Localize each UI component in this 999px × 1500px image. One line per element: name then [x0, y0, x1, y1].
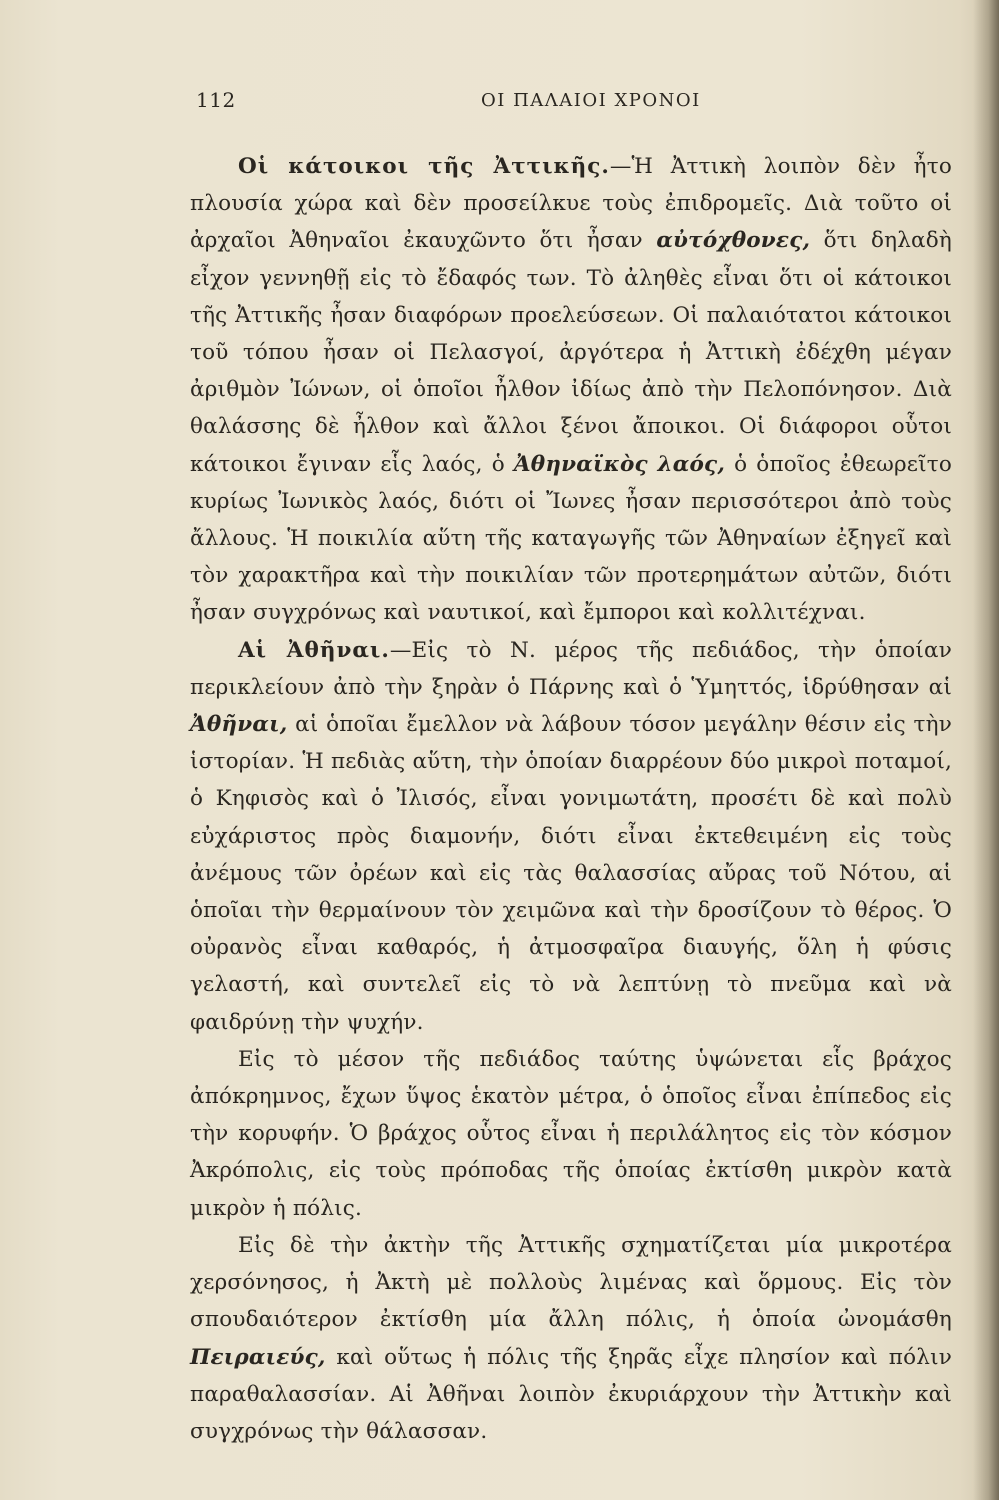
- paragraph-text: αἱ ὁποῖαι ἔμελλον νὰ λάβουν τόσον μεγάλην θέσιν εἰς τὴν ἱστορίαν. Ἡ πεδιὰς αὕτη, τὴν ὁποίαν διαρρέουν δύο μικροὶ ποταμοί, ὁ Κηφισὸς καὶ ὁ Ἰλισός, εἶναι γονιμωτάτη, προσέτι δὲ καὶ πολὺ εὐχάριστος πρὸς διαμονήν, διότι εἶναι ἐκτεθειμένη εἰς τοὺς ἀνέμους τῶν ὀρέων καὶ εἰς τὰς θαλασσίας αὔρας τοῦ Νότου, αἱ ὁποῖαι τὴν θερμαίνουν τὸν χειμῶνα καὶ τὴν δροσίζουν τὸ θέρος. Ὁ οὐρανὸς εἶναι καθαρός, ἡ ἀτμοσφαῖρα διαυγής, ὅλη ἡ φύσις γελαστή, καὶ συντελεῖ εἰς τὸ νὰ λεπτύνῃ τὸ πνεῦμα καὶ νὰ φαιδρύνῃ τὴν ψυχήν.: [190, 712, 952, 1035]
- emphasis-term: Ἀθῆναι,: [190, 712, 288, 738]
- body-text: [190, 148, 952, 1450]
- paragraph-text: ὁ ὁποῖος ἐθεωρεῖτο κυρίως Ἰωνικὸς λαός, διότι οἱ Ἴωνες ἦσαν περισσότεροι ἀπὸ τοὺς ἄλλους. Ἡ ποικιλία αὕτη τῆς καταγωγῆς τῶν Ἀθηναίων ἐξηγεῖ καὶ τὸν χαρακτῆρα καὶ τὴν ποικιλίαν τῶν προτερημάτων αὐτῶν, διότι ἦσαν συγχρόνως καὶ ναυτικοί, καὶ ἔμποροι καὶ κολλιτέχναι.: [190, 451, 952, 626]
- paragraph-athens: [190, 632, 952, 1041]
- paragraph-text: —Ἡ Ἀττικὴ λοιπὸν δὲν ἦτο πλουσία χώρα καὶ δὲν προσείλκυε τοὺς ἐπιδρομεῖς. Διὰ τοῦτο οἱ ἀρχαῖοι Ἀθηναῖοι ἐκαυχῶντο ὅτι ἦσαν: [190, 154, 952, 254]
- paragraph-text: Εἰς δὲ τὴν ἀκτὴν τῆς Ἀττικῆς σχηματίζεται μία μικροτέρα χερσόνησος, ἡ Ἀκτὴ μὲ πολλοὺς λιμένας καὶ ὅρμους. Εἰς τὸν σπουδαιότερον ἐκτίσθη μία ἄλλη πόλις, ἡ ὁποία ὠνομάσθη: [190, 1232, 952, 1333]
- section-heading-athens: Αἱ Ἀθῆναι.: [238, 637, 390, 663]
- page-spine-shadow: [973, 0, 999, 1500]
- emphasis-term: αὐτόχθονες,: [656, 228, 811, 254]
- running-title: ΟΙ ΠΑΛΑΙΟΙ ΧΡΟΝΟΙ: [481, 90, 701, 111]
- paragraph-text: καὶ οὕτως ἡ πόλις τῆς ξηρᾶς εἶχε πλησίον καὶ πόλιν παραθαλασσίαν. Αἱ Ἀθῆναι λοιπὸν ἐκυριάρχουν τὴν Ἀττικὴν καὶ συγχρόνως τὴν θάλασσαν.: [190, 1344, 952, 1444]
- paragraph-text: —Εἰς τὸ Ν. μέρος τῆς πεδιάδος, τὴν ὁποίαν περικλείουν ἀπὸ τὴν ξηρὰν ὁ Πάρνης καὶ ὁ Ὑμηττός, ἱδρύθησαν αἱ: [190, 637, 952, 700]
- paragraph-text: ὅτι δηλαδὴ εἶχον γεννηθῇ εἰς τὸ ἔδαφός των. Τὸ ἀληθὲς εἶναι ὅτι οἱ κάτοικοι τῆς Ἀττικῆς ἦσαν διαφόρων προελεύσεων. Οἱ παλαιότατοι κάτοικοι τοῦ τόπου ἦσαν οἱ Πελασγοί, ἀργότερα ἡ Ἀττικὴ ἐδέχθη μέγαν ἀριθμὸν Ἰώνων, οἱ ὁποῖοι ἦλθον ἰδίως ἀπὸ τὴν Πελοπόνησον. Διὰ θαλάσσης δὲ ἦλθον καὶ ἄλλοι ξένοι ἄποικοι. Οἱ διάφοροι οὗτοι κάτοικοι ἔγιναν εἷς λαός, ὁ: [190, 228, 952, 477]
- page-number: 112: [196, 88, 236, 112]
- paragraph-text: Εἰς τὸ μέσον τῆς πεδιάδος ταύτης ὑψώνεται εἷς βράχος ἀπόκρημνος, ἔχων ὕψος ἑκατὸν μέτρα, ὁ ὁποῖος εἶναι ἐπίπεδος εἰς τὴν κορυφήν. Ὁ βράχος οὗτος εἶναι ἡ περιλάλητος εἰς τὸν κόσμον Ἀκρόπολις, εἰς τοὺς πρόποδας τῆς ὁποίας ἐκτίσθη μικρὸν κατὰ μικρὸν ἡ πόλις.: [190, 1046, 952, 1221]
- emphasis-term: Ἀθηναϊκὸς λαός,: [513, 451, 726, 477]
- paragraph-inhabitants: [190, 148, 952, 632]
- emphasis-term: Πειραιεύς,: [190, 1344, 326, 1370]
- section-heading-inhabitants: Οἱ κάτοικοι τῆς Ἀττικῆς.: [238, 154, 610, 179]
- page-header: [196, 88, 956, 118]
- paragraph-acropolis: [190, 1041, 952, 1227]
- paragraph-piraeus: [190, 1227, 952, 1450]
